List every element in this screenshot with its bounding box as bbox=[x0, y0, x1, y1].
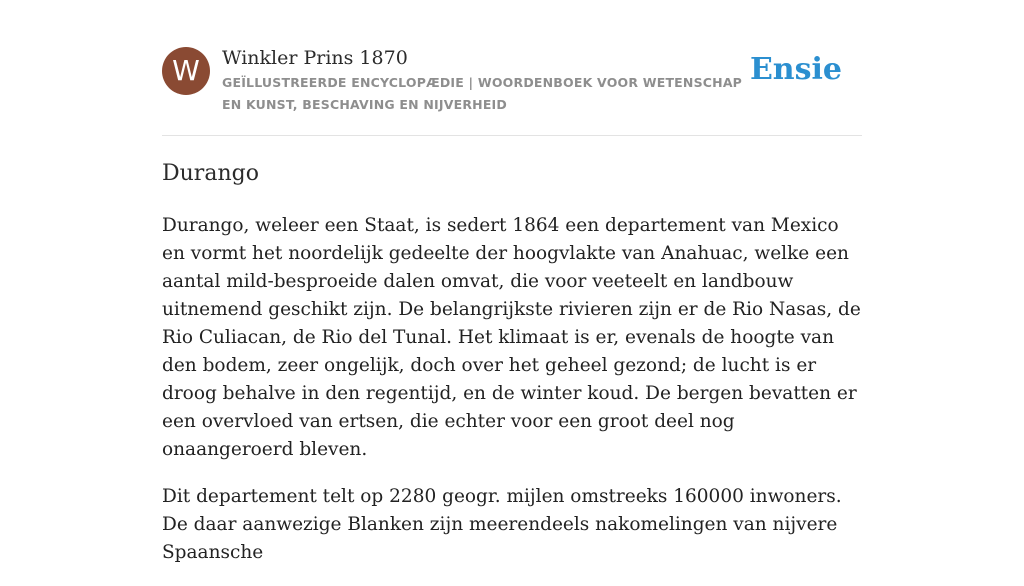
article-title: Durango bbox=[162, 161, 259, 186]
article-paragraph: Durango, weleer een Staat, is sedert 1864 een departement van Mexico en vormt het noordelijk gedeelte der hoogvlakte van Anahuac, welke een aantal mild-besproeide dalen omvat, die voor veeteelt en landbouw uitnemend geschikt zijn. De belangrijkste rivieren zijn er de Rio Nasas, de Rio Culiacan, de Rio del Tunal. Het klimaat is er, evenals de hoogte van den bodem, zeer ongelijk, doch over het geheel gezond; de lucht is er droog behalve in den regentijd, en de winter koud. De bergen bevatten er een overvloed van ertsen, die echter voor een groot deel nog onaangeroerd bleven. bbox=[162, 215, 861, 460]
header-divider bbox=[162, 135, 862, 136]
article-paragraph: Dit departement telt op 2280 geogr. mijlen omstreeks 160000 inwoners. De daar aanwezige Blanken zijn meerendeels nakomelingen van nijvere Spaansche bbox=[162, 486, 842, 563]
ensie-logo[interactable]: Ensie bbox=[749, 52, 842, 87]
source-subtitle: GEÏLLUSTREERDE ENCYCLOPÆDIE | WOORDENBOEK VOOR WETENSCHAP EN KUNST, BESCHAVING EN NIJVERHEID bbox=[222, 75, 743, 112]
article-body bbox=[162, 212, 862, 586]
source-header bbox=[162, 46, 862, 116]
source-avatar[interactable]: W bbox=[162, 47, 210, 95]
source-title[interactable]: Winkler Prins 1870 bbox=[222, 47, 408, 69]
